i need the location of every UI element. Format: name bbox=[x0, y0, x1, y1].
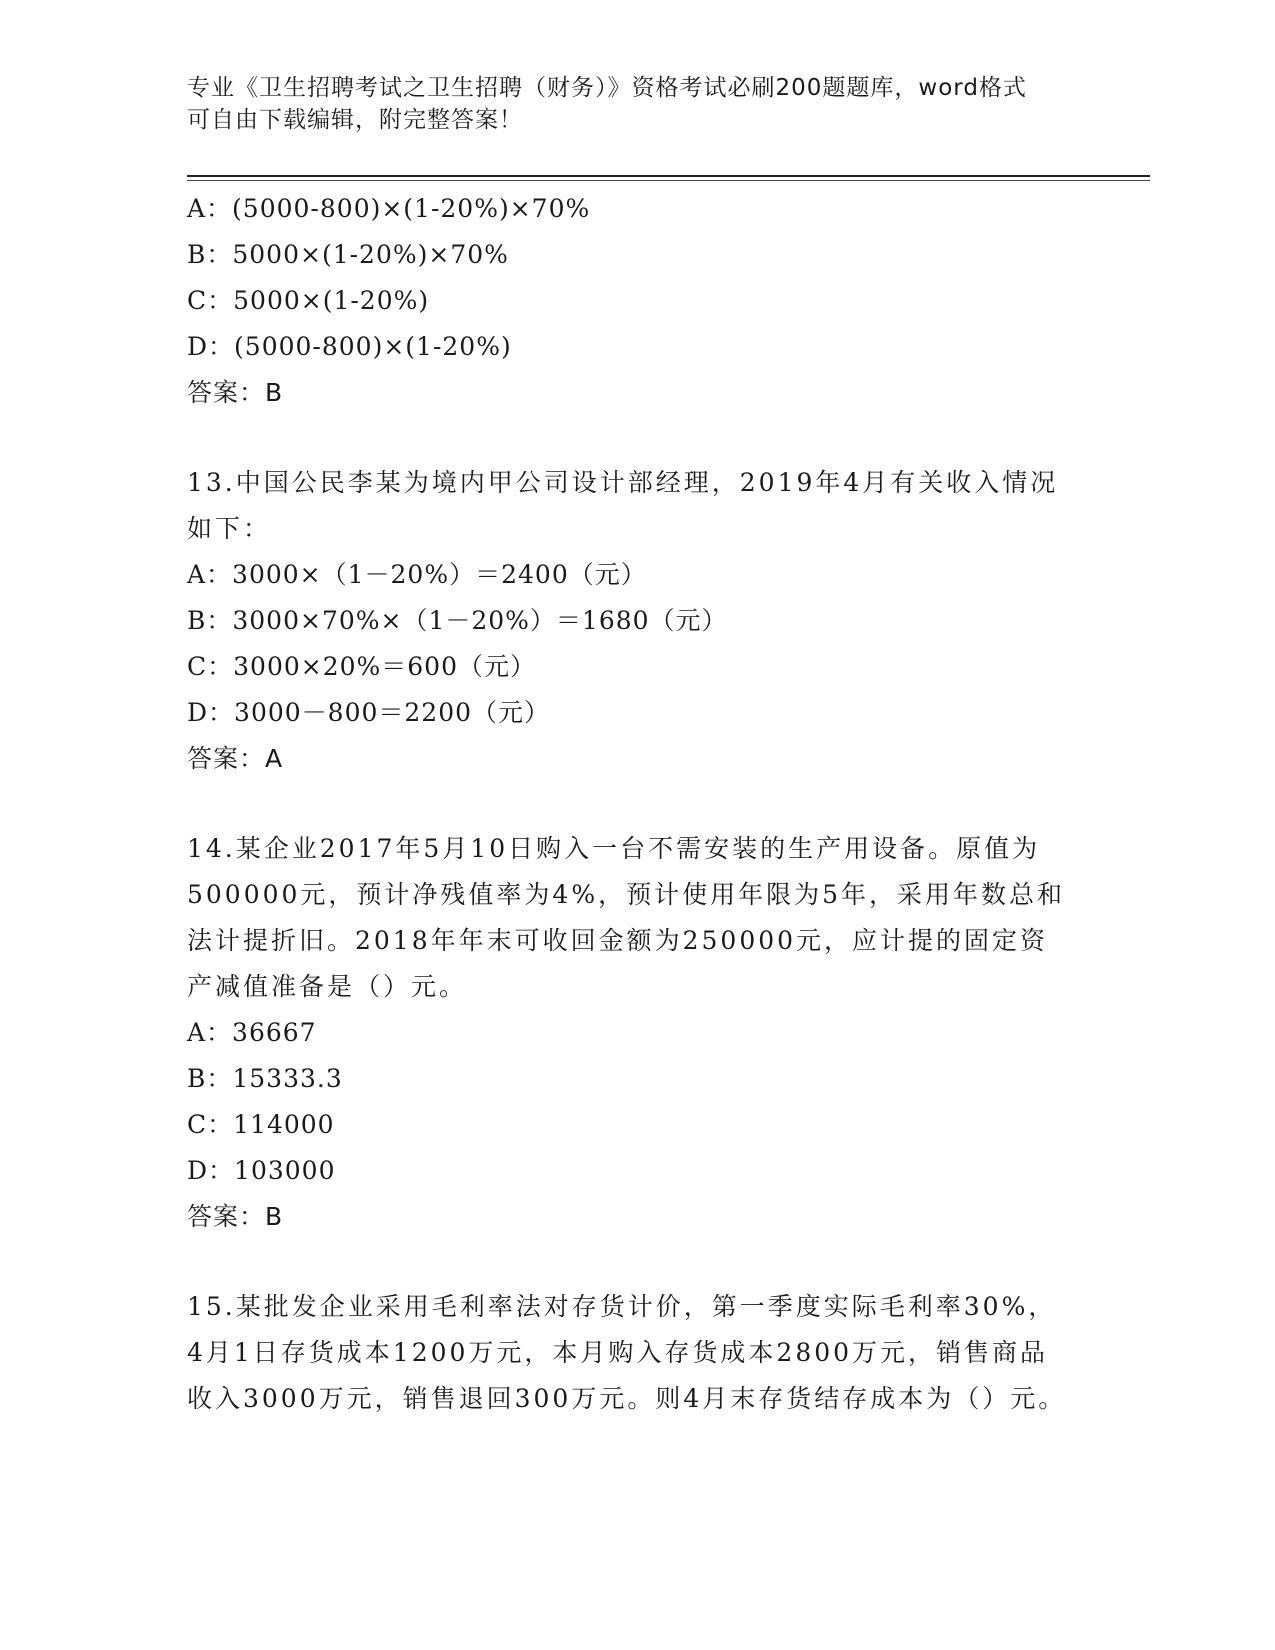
option-b: B：3000×70%×（1－20%）＝1680（元） bbox=[187, 606, 728, 635]
spacer bbox=[187, 416, 1087, 460]
option-a: A：3000×（1－20%）＝2400（元） bbox=[187, 560, 647, 589]
question-12 bbox=[187, 186, 1087, 416]
option-d: D：103000 bbox=[187, 1156, 336, 1185]
header-divider-thick bbox=[187, 175, 1150, 177]
question-13 bbox=[187, 460, 1087, 782]
spacer bbox=[187, 1240, 1087, 1284]
option-c: C：3000×20%＝600（元） bbox=[187, 652, 536, 681]
option-a: A：36667 bbox=[187, 1018, 317, 1047]
document-header bbox=[187, 72, 1087, 136]
option-c: C：114000 bbox=[187, 1110, 335, 1139]
option-b: B：5000×(1-20%)×70% bbox=[187, 240, 509, 269]
answer-line: 答案：B bbox=[187, 1202, 284, 1231]
question-stem: 15.某批发企业采用毛利率法对存货计价，第一季度实际毛利率30%，4月1日存货成本1200万元，本月购入存货成本2800万元，销售商品收入3000万元，销售退回300万元。则4月末存货结存成本为（）元。 bbox=[187, 1292, 1067, 1413]
option-a: A：(5000-800)×(1-20%)×70% bbox=[187, 194, 591, 223]
document-body bbox=[187, 186, 1087, 1422]
question-14 bbox=[187, 826, 1087, 1240]
option-d: D：(5000-800)×(1-20%) bbox=[187, 332, 512, 361]
question-15 bbox=[187, 1284, 1087, 1422]
header-title-line-1: 专业《卫生招聘考试之卫生招聘（财务）》资格考试必刷200题题库，word格式 bbox=[187, 75, 1027, 101]
question-stem: 13.中国公民李某为境内甲公司设计部经理，2019年4月有关收入情况如下： bbox=[187, 468, 1059, 543]
header-title-line-2: 可自由下载编辑，附完整答案！ bbox=[187, 107, 523, 133]
answer-line: 答案：B bbox=[187, 378, 284, 407]
option-b: B：15333.3 bbox=[187, 1064, 343, 1093]
option-c: C：5000×(1-20%) bbox=[187, 286, 430, 315]
question-stem: 14.某企业2017年5月10日购入一台不需安装的生产用设备。原值为500000元，预计净残值率为4%，预计使用年限为5年，采用年数总和法计提折旧。2018年年末可收回金额为250000元，应计提的固定资产减值准备是（）元。 bbox=[187, 834, 1066, 1001]
header-divider-thin bbox=[187, 180, 1150, 181]
spacer bbox=[187, 782, 1087, 826]
answer-line: 答案：A bbox=[187, 744, 284, 773]
option-d: D：3000－800＝2200（元） bbox=[187, 698, 551, 727]
